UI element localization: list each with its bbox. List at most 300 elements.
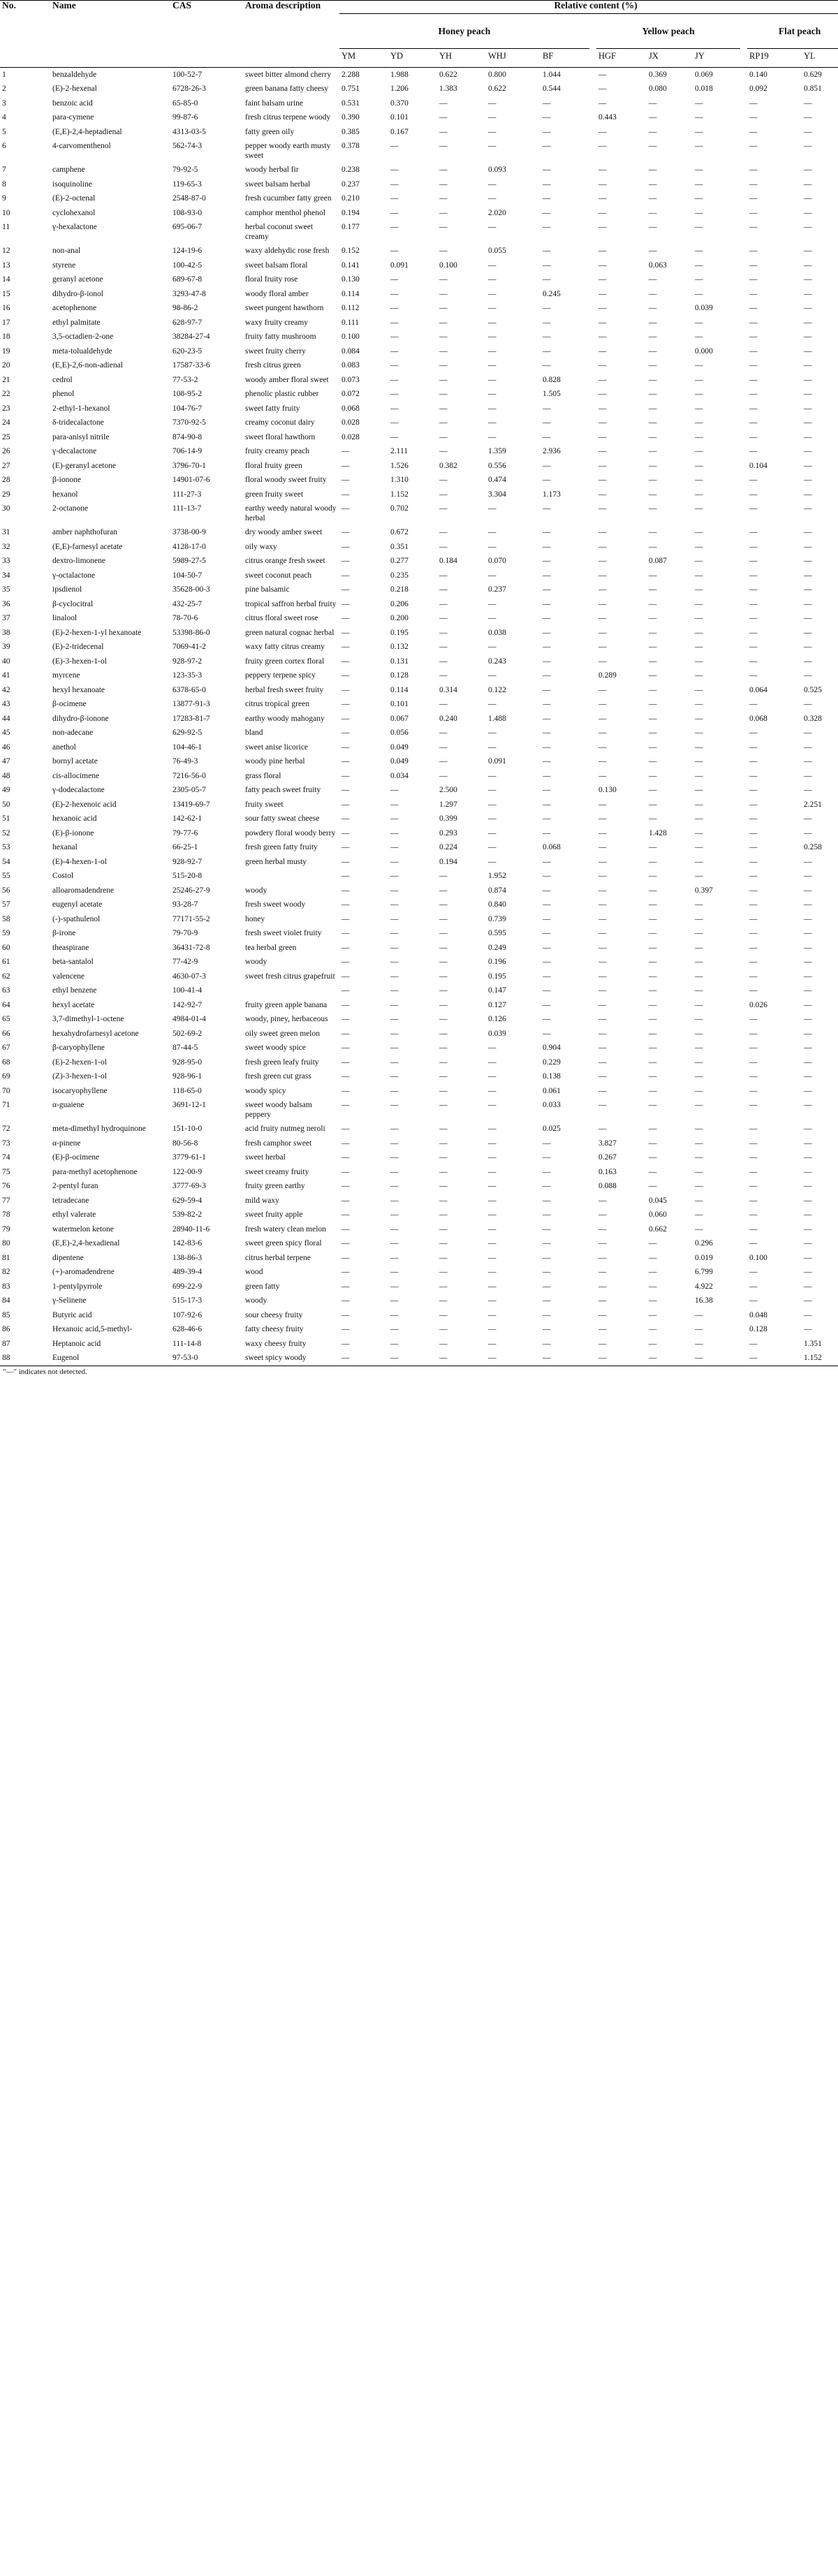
cell-value-jy: —	[695, 98, 703, 108]
cell-value-rp19: —	[749, 318, 758, 327]
cell-value-rp19: —	[749, 628, 758, 637]
cell-value-yl: —	[804, 814, 812, 823]
cell-value-yd: —	[390, 361, 399, 369]
cell-name: (E)-2-hexen-1-yl hexanoate	[52, 628, 142, 637]
column-gap	[740, 1337, 747, 1352]
column-gap	[589, 798, 596, 812]
cell-value-hgf: —	[598, 714, 607, 723]
cell-value-bf: —	[543, 194, 551, 203]
cell-value-yh: —	[439, 700, 448, 708]
cell-value-jy: 0.000	[695, 346, 713, 356]
cell-value-jy: —	[695, 700, 703, 708]
cell-value-hgf: —	[598, 585, 607, 594]
cell-value-bf: —	[543, 1196, 551, 1205]
cell-value-bf: 1.044	[543, 70, 561, 79]
cell-value-bf: —	[543, 786, 551, 794]
cell-cas: 689-67-8	[172, 275, 203, 284]
cell-value-ym: —	[341, 1029, 350, 1038]
cell-value-hgf: —	[598, 814, 607, 823]
cell-cas: 7370-92-5	[172, 418, 206, 427]
cell-value-yl: —	[804, 958, 812, 966]
table-row	[0, 287, 838, 302]
cell-aroma: woody herbal fir	[245, 166, 299, 174]
table-row	[0, 1084, 838, 1099]
cell-name: β-ocimene	[52, 700, 87, 708]
column-gap	[740, 344, 747, 359]
cell-value-yl: 1.351	[804, 1339, 822, 1348]
cell-value-ym: —	[341, 1072, 350, 1081]
cell-value-yd: —	[390, 332, 399, 341]
cell-no: 77	[2, 1196, 10, 1205]
cell-name: geranyl acetone	[52, 275, 103, 284]
cell-name: dipentene	[52, 1253, 84, 1262]
column-gap	[740, 525, 747, 540]
cell-value-whj: —	[488, 127, 497, 136]
cell-value-jx: —	[649, 432, 657, 441]
cell-cas: 53398-86-0	[172, 628, 210, 637]
cell-value-jx: 1.428	[649, 828, 667, 837]
cell-value-whj: —	[488, 98, 497, 108]
cell-value-yh: —	[439, 432, 448, 441]
cell-value-yh: —	[439, 585, 448, 594]
cell-name: hexanoic acid	[52, 814, 97, 823]
cell-value-whj: 0.055	[488, 247, 506, 255]
cell-value-bf: —	[543, 714, 551, 723]
cell-cas: 100-42-5	[172, 261, 203, 270]
cell-value-yl: —	[804, 318, 812, 327]
cell-value-hgf: —	[598, 1101, 607, 1109]
cell-value-bf: —	[543, 685, 551, 694]
cell-value-whj: —	[488, 643, 497, 651]
cell-aroma: fresh cucumber fatty green	[245, 194, 332, 203]
cell-value-yh: —	[439, 390, 448, 398]
table-row	[0, 955, 838, 969]
cell-value-rp19: —	[749, 872, 758, 880]
cell-value-bf: 0.138	[543, 1072, 561, 1081]
cell-value-yl: —	[804, 700, 812, 708]
column-gap	[740, 855, 747, 870]
cell-value-yl: —	[804, 98, 812, 108]
cell-value-hgf: —	[598, 943, 607, 952]
cell-aroma: sweet anise licorice	[245, 742, 309, 752]
cell-aroma: waxy fatty citrus creamy	[245, 643, 325, 651]
cell-aroma: mild waxy	[245, 1196, 279, 1205]
cell-name: hexanal	[52, 843, 78, 851]
column-gap	[740, 373, 747, 388]
cell-aroma: oily sweet green melon	[245, 1029, 320, 1038]
cell-value-jx: —	[649, 361, 657, 369]
cell-value-yd: —	[390, 1044, 399, 1052]
cell-value-whj: 0.840	[488, 900, 506, 909]
cell-value-yl: —	[804, 671, 812, 680]
column-gap	[740, 139, 747, 163]
cell-value-whj: 0.070	[488, 557, 506, 565]
cell-value-bf: —	[543, 729, 551, 737]
column-gap	[740, 597, 747, 612]
cell-value-yd: —	[390, 1125, 399, 1133]
column-gap	[740, 402, 747, 416]
cell-value-hgf: —	[598, 318, 607, 327]
cell-cas: 123-35-3	[172, 671, 203, 680]
column-gap	[740, 96, 747, 111]
cell-value-rp19: —	[749, 1268, 758, 1276]
cell-name: α-pinene	[52, 1139, 81, 1148]
cell-name: hexanol	[52, 490, 78, 499]
cell-value-yh: —	[439, 361, 448, 369]
cell-value-jx: —	[649, 1015, 657, 1023]
cell-value-hgf: —	[598, 166, 607, 174]
cell-value-yh: —	[439, 166, 448, 174]
column-gap	[589, 569, 596, 583]
cell-no: 38	[2, 628, 10, 637]
cell-no: 37	[2, 614, 10, 622]
column-gap	[740, 1069, 747, 1084]
cell-aroma: fresh green leafy fruity	[245, 1058, 319, 1067]
cell-cas: 17587-33-6	[172, 361, 210, 369]
cell-value-yl: —	[804, 1058, 812, 1067]
cell-value-whj: —	[488, 1282, 497, 1291]
cell-value-hgf: —	[598, 914, 607, 923]
cell-value-whj: 0.127	[488, 1000, 506, 1009]
cell-value-whj: 0.243	[488, 657, 506, 666]
cell-value-jx: —	[649, 1125, 657, 1133]
cell-value-bf: —	[543, 1029, 551, 1038]
cell-value-rp19: —	[749, 1182, 758, 1190]
cell-value-hgf: 3.827	[598, 1139, 617, 1148]
cell-name: (E)-4-hexen-1-ol	[52, 857, 107, 866]
table-row	[0, 812, 838, 826]
cell-aroma: sweet herbal	[245, 1153, 286, 1162]
cell-value-yd: —	[390, 1167, 399, 1176]
cell-value-yd: —	[390, 828, 399, 837]
header-sample-yh: YH	[437, 49, 486, 68]
cell-value-yd: 0.101	[390, 113, 409, 122]
cell-value-jx: —	[649, 1029, 657, 1038]
cell-name: α-guaiene	[52, 1101, 84, 1109]
cell-value-yd: 0.195	[390, 628, 409, 637]
cell-value-jy: —	[695, 828, 703, 837]
cell-no: 60	[2, 943, 10, 952]
cell-value-hgf: —	[598, 332, 607, 341]
cell-value-jy: —	[695, 685, 703, 694]
cell-value-yd: 1.310	[390, 476, 409, 484]
cell-value-yh: —	[439, 1196, 448, 1205]
column-gap	[589, 344, 596, 359]
cell-value-jy: —	[695, 1224, 703, 1234]
cell-name: Heptanoic acid	[52, 1339, 101, 1348]
cell-value-bf: —	[543, 943, 551, 952]
cell-value-ym: —	[341, 571, 350, 580]
cell-cas: 151-10-0	[172, 1125, 203, 1133]
cell-value-yl: —	[804, 304, 812, 312]
cell-name: watermelon ketone	[52, 1224, 114, 1234]
column-gap	[740, 163, 747, 177]
cell-value-rp19: —	[749, 332, 758, 341]
table-row	[0, 740, 838, 755]
column-gap	[740, 1294, 747, 1308]
table-row	[0, 569, 838, 583]
cell-value-yh: —	[439, 1239, 448, 1247]
cell-value-rp19: —	[749, 275, 758, 284]
table-row	[0, 402, 838, 416]
cell-no: 20	[2, 361, 10, 369]
table-row	[0, 139, 838, 163]
cell-value-yl: —	[804, 729, 812, 737]
cell-value-rp19: —	[749, 194, 758, 203]
cell-value-ym: 0.072	[341, 390, 360, 398]
cell-value-jy: —	[695, 504, 703, 513]
cell-cas: 928-97-2	[172, 657, 203, 666]
cell-value-yl: —	[804, 943, 812, 952]
column-gap	[740, 387, 747, 402]
cell-value-yd: —	[390, 1224, 399, 1234]
table-row	[0, 668, 838, 683]
column-gap	[589, 754, 596, 769]
cell-value-yh: 0.240	[439, 714, 457, 723]
column-gap	[589, 654, 596, 669]
cell-value-yd: —	[390, 166, 399, 174]
cell-value-yd: —	[390, 289, 399, 298]
cell-no: 88	[0, 1351, 50, 1366]
cell-value-jy: —	[695, 1139, 703, 1148]
cell-value-yh: —	[439, 729, 448, 737]
cell-value-ym: 0.751	[341, 85, 360, 93]
cell-value-ym: —	[341, 1000, 350, 1009]
cell-value-rp19: —	[749, 208, 758, 217]
cell-value-jx: —	[649, 142, 657, 150]
cell-name: ethyl valerate	[52, 1210, 96, 1219]
cell-no: 21	[2, 375, 10, 384]
cell-value-ym: 0.028	[341, 418, 360, 427]
cell-value-rp19: 0.104	[749, 461, 767, 470]
cell-value-ym: —	[341, 828, 350, 837]
cell-aroma: citrus herbal terpene	[245, 1253, 311, 1262]
cell-value-bf: —	[543, 886, 551, 895]
cell-value-jy: —	[695, 318, 703, 327]
cell-aroma: fruity fatty mushroom	[245, 332, 316, 341]
cell-value-hgf: —	[598, 557, 607, 565]
cell-cas: 432-25-7	[172, 599, 203, 608]
cell-value-yh: 0.224	[439, 843, 457, 851]
cell-value-yd: —	[390, 1210, 399, 1219]
cell-value-jx: 0.087	[649, 557, 667, 565]
cell-value-yh: —	[439, 1282, 448, 1291]
cell-name: eugenyl acetate	[52, 900, 103, 909]
cell-value-whj: 0.739	[488, 914, 506, 923]
cell-value-yd: —	[390, 1310, 399, 1319]
cell-value-yl: —	[804, 528, 812, 536]
cell-cas: 928-95-0	[172, 1058, 203, 1067]
cell-value-yd: 0.067	[390, 714, 409, 723]
cell-value-yd: —	[390, 1015, 399, 1023]
cell-value-ym: 0.210	[341, 194, 360, 203]
cell-value-hgf: —	[598, 142, 607, 150]
cell-value-yd: 0.218	[390, 585, 409, 594]
cell-no: 80	[2, 1239, 10, 1247]
cell-value-yd: —	[390, 223, 399, 231]
cell-aroma: woody amber floral sweet	[245, 375, 329, 384]
column-gap	[589, 583, 596, 597]
cell-value-hgf: —	[598, 1029, 607, 1038]
table-row	[0, 783, 838, 798]
cell-value-jx: —	[649, 643, 657, 651]
cell-value-yl: —	[804, 180, 812, 189]
cell-value-yd: —	[390, 432, 399, 441]
cell-value-whj: —	[488, 390, 497, 398]
cell-value-rp19: 0.064	[749, 685, 767, 694]
cell-value-yd: —	[390, 1339, 399, 1348]
header-sample-whj: WHJ	[486, 49, 541, 68]
cell-value-rp19: —	[749, 742, 758, 752]
cell-aroma: fresh green cut grass	[245, 1072, 311, 1081]
cell-no: 87	[2, 1339, 10, 1348]
cell-value-yd: —	[390, 346, 399, 356]
table-row	[0, 912, 838, 927]
cell-value-rp19: —	[749, 886, 758, 895]
column-gap	[589, 955, 596, 969]
cell-value-jx: —	[649, 528, 657, 536]
cell-aroma: fresh watery clean melon	[245, 1224, 326, 1234]
cell-value-hgf: 0.163	[598, 1167, 617, 1176]
cell-value-yh: —	[439, 1015, 448, 1023]
cell-no: 39	[2, 643, 10, 651]
cell-value-jy: —	[695, 1125, 703, 1133]
cell-name: meta-dimethyl hydroquinone	[52, 1125, 146, 1133]
cell-name: alloaromadendrene	[52, 886, 115, 895]
cell-cas: 628-46-6	[172, 1325, 203, 1333]
cell-value-yd: 0.049	[390, 757, 409, 766]
column-gap	[740, 769, 747, 784]
cell-aroma: powdery floral woody berry	[245, 828, 336, 837]
cell-value-hgf: —	[598, 1086, 607, 1095]
cell-value-rp19: —	[749, 943, 758, 952]
cell-value-rp19: —	[749, 1015, 758, 1023]
cell-value-yl: —	[804, 742, 812, 752]
cell-value-hgf: —	[598, 390, 607, 398]
cell-cas: 7216-56-0	[172, 771, 206, 780]
cell-value-ym: —	[341, 614, 350, 622]
cell-value-bf: —	[543, 1253, 551, 1262]
cell-value-yl: —	[804, 986, 812, 995]
cell-value-jx: —	[649, 714, 657, 723]
column-gap	[589, 1165, 596, 1180]
column-gap	[740, 569, 747, 583]
cell-value-yh: —	[439, 900, 448, 909]
cell-value-ym: —	[341, 1325, 350, 1333]
cell-cas: 3779-61-1	[172, 1153, 206, 1162]
cell-value-ym: —	[341, 857, 350, 866]
cell-value-whj: —	[488, 332, 497, 341]
cell-cas: 99-87-6	[172, 113, 198, 122]
cell-value-hgf: —	[598, 542, 607, 551]
cell-no: 24	[2, 418, 10, 427]
cell-value-jx: —	[649, 800, 657, 809]
cell-no: 86	[2, 1325, 10, 1333]
cell-value-whj: —	[488, 304, 497, 312]
column-gap	[740, 1222, 747, 1237]
column-gap	[740, 898, 747, 912]
cell-value-hgf: —	[598, 700, 607, 708]
cell-no: 12	[2, 247, 10, 255]
cell-value-whj: —	[488, 504, 497, 513]
cell-value-jy: —	[695, 1044, 703, 1052]
cell-value-yh: 0.399	[439, 814, 457, 823]
cell-value-yl: —	[804, 1210, 812, 1219]
column-gap	[740, 82, 747, 96]
table-row	[0, 96, 838, 111]
cell-value-ym: —	[341, 814, 350, 823]
table-row	[0, 1041, 838, 1055]
cell-name: 2-octanone	[52, 504, 89, 513]
cell-name: benzaldehyde	[52, 70, 97, 79]
cell-cas: 489-39-4	[172, 1268, 203, 1276]
column-gap	[740, 473, 747, 488]
cell-value-rp19: —	[749, 657, 758, 666]
column-gap	[740, 1027, 747, 1041]
cell-value-jy: —	[695, 223, 703, 231]
cell-value-rp19: —	[749, 375, 758, 384]
cell-name: phenol	[52, 390, 75, 398]
cell-name: (E)-geranyl acetone	[52, 461, 116, 470]
cell-value-jx: —	[649, 1296, 657, 1305]
cell-value-rp19: —	[749, 1224, 758, 1234]
cell-no: 72	[2, 1125, 10, 1133]
column-gap	[589, 387, 596, 402]
column-gap	[589, 1251, 596, 1266]
cell-cas: 928-96-1	[172, 1072, 203, 1081]
cell-aroma: grass floral	[245, 771, 281, 780]
column-gap	[740, 177, 747, 192]
cell-value-jx: —	[649, 1153, 657, 1162]
cell-value-ym: —	[341, 900, 350, 909]
cell-value-jx: —	[649, 599, 657, 608]
column-gap	[589, 301, 596, 316]
cell-aroma: sweet coconut peach	[245, 571, 312, 580]
table-row	[0, 712, 838, 726]
cell-value-jx: —	[649, 1182, 657, 1190]
cell-value-whj: —	[488, 700, 497, 708]
cell-value-whj: —	[488, 729, 497, 737]
column-gap	[740, 812, 747, 826]
cell-value-whj: —	[488, 800, 497, 809]
cell-value-hgf: —	[598, 85, 607, 93]
cell-value-bf: —	[543, 1167, 551, 1176]
cell-value-whj: —	[488, 528, 497, 536]
cell-aroma: fatty green oily	[245, 127, 295, 136]
cell-value-ym: —	[341, 1196, 350, 1205]
column-gap	[740, 110, 747, 125]
column-gap	[589, 1265, 596, 1280]
cell-value-hgf: —	[598, 958, 607, 966]
column-gap	[740, 358, 747, 373]
cell-value-ym: —	[341, 771, 350, 780]
cell-value-ym: 0.111	[341, 318, 360, 327]
cell-value-hgf: —	[598, 375, 607, 384]
cell-aroma: woody spicy	[245, 1086, 286, 1095]
cell-value-yl: —	[804, 643, 812, 651]
table-row	[0, 611, 838, 626]
cell-value-whj: —	[488, 180, 497, 189]
cell-value-jy: —	[695, 166, 703, 174]
cell-value-ym: 0.378	[341, 142, 360, 150]
cell-value-rp19: —	[749, 900, 758, 909]
cell-name: ethyl palmitate	[52, 318, 101, 327]
cell-name: 2-pentyl furan	[52, 1182, 98, 1190]
cell-value-ym: 0.100	[341, 332, 360, 341]
column-gap	[740, 540, 747, 555]
cell-value-yl: —	[804, 1167, 812, 1176]
cell-value-yl: —	[804, 1072, 812, 1081]
